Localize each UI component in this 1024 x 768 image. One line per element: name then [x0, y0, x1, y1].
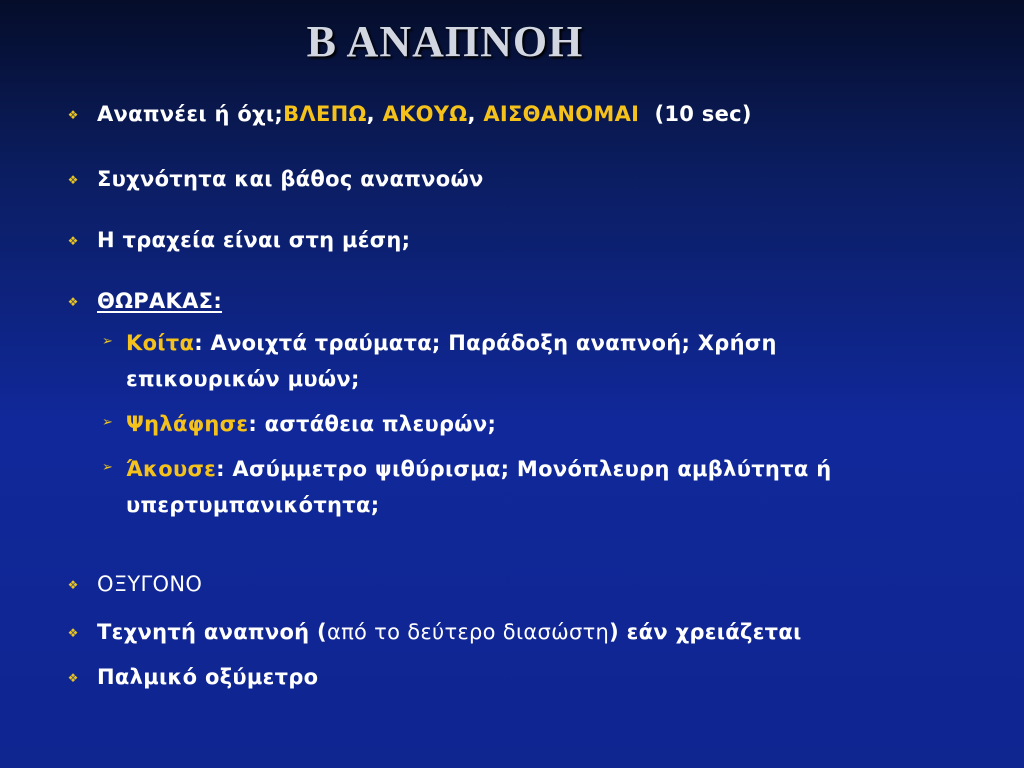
bullet-item-text: Παλμικό οξύμετρο	[97, 665, 319, 689]
sub-item-label: Ψηλάφησε	[126, 412, 249, 436]
diamond-bullet-icon: ❖	[67, 578, 79, 592]
bullet-item-text: Η τραχεία είναι στη μέση;	[97, 228, 411, 252]
diamond-bullet-icon: ❖	[67, 108, 79, 122]
arrow-bullet-icon: ➢	[102, 415, 113, 430]
bullet-item-text: Αναπνέει ή όχι;ΒΛΕΠΩ, ΑΚΟΥΩ, ΑΙΣΘΑΝΟΜΑΙ (10 sec)	[97, 102, 752, 126]
diamond-bullet-icon: ❖	[67, 295, 79, 309]
sub-item-label: Κοίτα	[126, 331, 195, 355]
diamond-bullet-icon: ❖	[67, 671, 79, 685]
slide-title: Β ΑΝΑΠΝΟΗ	[306, 17, 584, 66]
arrow-bullet-icon: ➢	[102, 460, 113, 475]
highlight-listen: ΑΚΟΥΩ	[382, 102, 468, 126]
sub-item-text: Άκουσε: Ασύμμετρο ψιθύρισμα; Μονόπλευρη αμβλύτητα ή υπερτυμπανικότητα;	[126, 457, 832, 517]
bullet-item-text: ΟΞΥΓΟΝΟ	[97, 572, 203, 596]
diamond-bullet-icon: ❖	[67, 626, 79, 640]
highlight-look: ΒΛΕΠΩ	[283, 102, 367, 126]
sub-item-text: Ψηλάφησε: αστάθεια πλευρών;	[126, 412, 497, 436]
diamond-bullet-icon: ❖	[67, 173, 79, 187]
sub-item-label: Άκουσε	[126, 457, 217, 481]
bullet-item-text: Τεχνητή αναπνοή (από το δεύτερο διασώστη) εάν χρειάζεται	[97, 620, 802, 644]
arrow-bullet-icon: ➢	[102, 334, 113, 349]
highlight-feel: ΑΙΣΘΑΝΟΜΑΙ	[483, 102, 640, 126]
sub-item-text: Κοίτα: Ανοιχτά τραύματα; Παράδοξη αναπνοή; Χρήση επικουρικών μυών;	[126, 331, 777, 391]
bullet-item-text: Συχνότητα και βάθος αναπνοών	[97, 167, 484, 191]
diamond-bullet-icon: ❖	[67, 234, 79, 248]
bullet-item-text: ΘΩΡΑΚΑΣ:	[97, 289, 223, 313]
